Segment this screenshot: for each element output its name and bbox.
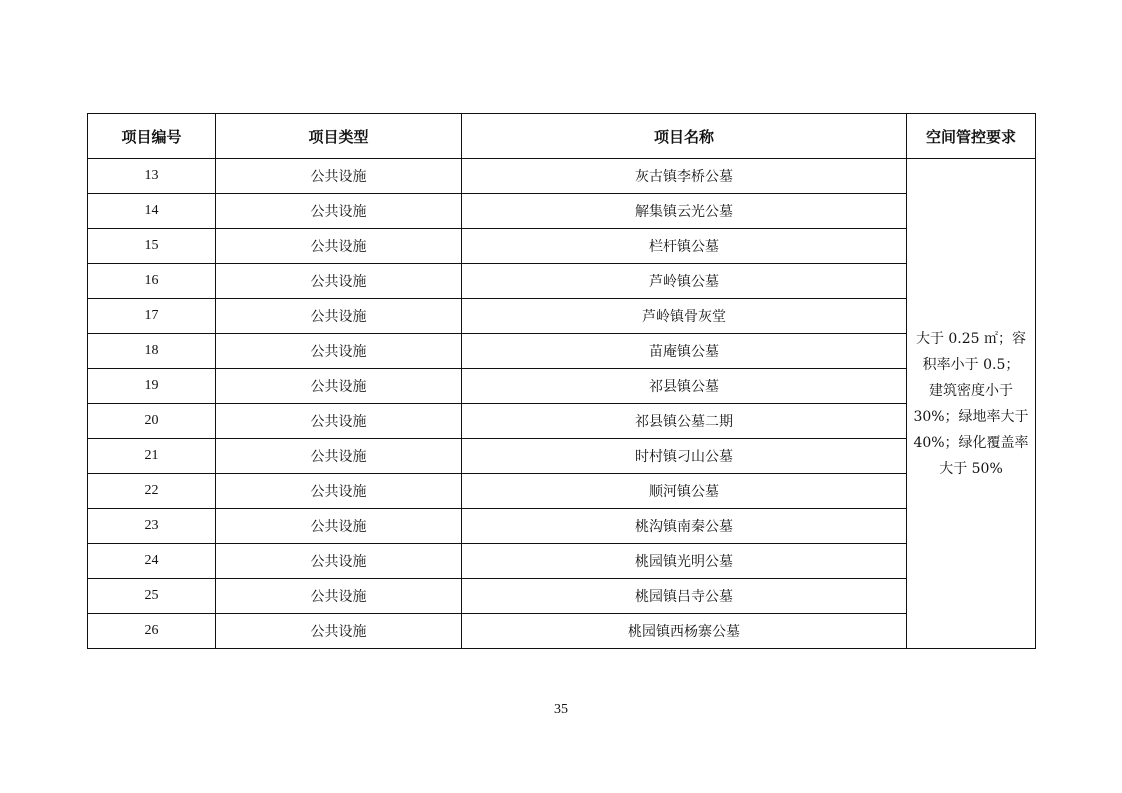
project-name-cell: 桃园镇光明公墓: [462, 544, 907, 579]
project-id-cell: 14: [88, 194, 216, 229]
table-header-row: [88, 114, 1036, 159]
project-id-cell: 15: [88, 229, 216, 264]
project-type-cell: 公共设施: [216, 474, 462, 509]
project-type-cell: 公共设施: [216, 614, 462, 649]
header-spatial-control: 空间管控要求: [907, 114, 1036, 159]
requirement-line: 40%；绿化覆盖率: [913, 434, 1029, 451]
project-id-cell: 18: [88, 334, 216, 369]
project-id-cell: 20: [88, 404, 216, 439]
table-row: [88, 194, 1036, 229]
table-row: [88, 404, 1036, 439]
table-body: [88, 159, 1036, 649]
project-name-cell: 芦岭镇骨灰堂: [462, 299, 907, 334]
project-type-cell: 公共设施: [216, 159, 462, 194]
project-name-cell: 桃沟镇南秦公墓: [462, 509, 907, 544]
project-id-cell: 25: [88, 579, 216, 614]
requirement-line: 建筑密度小于: [929, 382, 1013, 399]
project-name-cell: 栏杆镇公墓: [462, 229, 907, 264]
project-type-cell: 公共设施: [216, 439, 462, 474]
project-table: [87, 113, 1036, 649]
project-type-cell: 公共设施: [216, 229, 462, 264]
project-type-cell: 公共设施: [216, 264, 462, 299]
project-type-cell: 公共设施: [216, 194, 462, 229]
table-row: [88, 439, 1036, 474]
requirement-line: 积率小于 0.5；: [922, 356, 1020, 373]
header-project-name: 项目名称: [462, 114, 907, 159]
table-row: [88, 579, 1036, 614]
project-type-cell: 公共设施: [216, 544, 462, 579]
project-name-cell: 苗庵镇公墓: [462, 334, 907, 369]
project-type-cell: 公共设施: [216, 579, 462, 614]
project-name-cell: 芦岭镇公墓: [462, 264, 907, 299]
header-project-id: 项目编号: [88, 114, 216, 159]
project-name-cell: 祁县镇公墓二期: [462, 404, 907, 439]
table-row: [88, 299, 1036, 334]
header-project-type: 项目类型: [216, 114, 462, 159]
table-row: [88, 509, 1036, 544]
table-row: [88, 614, 1036, 649]
project-name-cell: 桃园镇吕寺公墓: [462, 579, 907, 614]
project-type-cell: 公共设施: [216, 299, 462, 334]
project-name-cell: 桃园镇西杨寨公墓: [462, 614, 907, 649]
requirement-line: 30%；绿地率大于: [913, 408, 1029, 425]
project-type-cell: 公共设施: [216, 404, 462, 439]
project-id-cell: 19: [88, 369, 216, 404]
requirement-line: 大于 50%: [939, 460, 1003, 477]
spatial-control-requirement-cell: [907, 159, 1036, 649]
project-type-cell: 公共设施: [216, 334, 462, 369]
page-number: 35: [554, 702, 568, 717]
table-row: [88, 229, 1036, 264]
project-id-cell: 21: [88, 439, 216, 474]
requirement-line: 大于 0.25 ㎡；容: [915, 330, 1027, 347]
table-row: [88, 334, 1036, 369]
project-name-cell: 祁县镇公墓: [462, 369, 907, 404]
project-type-cell: 公共设施: [216, 509, 462, 544]
project-id-cell: 13: [88, 159, 216, 194]
table-row: [88, 159, 1036, 194]
project-id-cell: 17: [88, 299, 216, 334]
project-name-cell: 时村镇刁山公墓: [462, 439, 907, 474]
project-name-cell: 解集镇云光公墓: [462, 194, 907, 229]
project-id-cell: 23: [88, 509, 216, 544]
table-row: [88, 369, 1036, 404]
project-id-cell: 22: [88, 474, 216, 509]
project-name-cell: 顺河镇公墓: [462, 474, 907, 509]
table-row: [88, 264, 1036, 299]
project-name-cell: 灰古镇李桥公墓: [462, 159, 907, 194]
project-id-cell: 16: [88, 264, 216, 299]
project-type-cell: 公共设施: [216, 369, 462, 404]
project-id-cell: 24: [88, 544, 216, 579]
table-row: [88, 544, 1036, 579]
table-row: [88, 474, 1036, 509]
project-id-cell: 26: [88, 614, 216, 649]
